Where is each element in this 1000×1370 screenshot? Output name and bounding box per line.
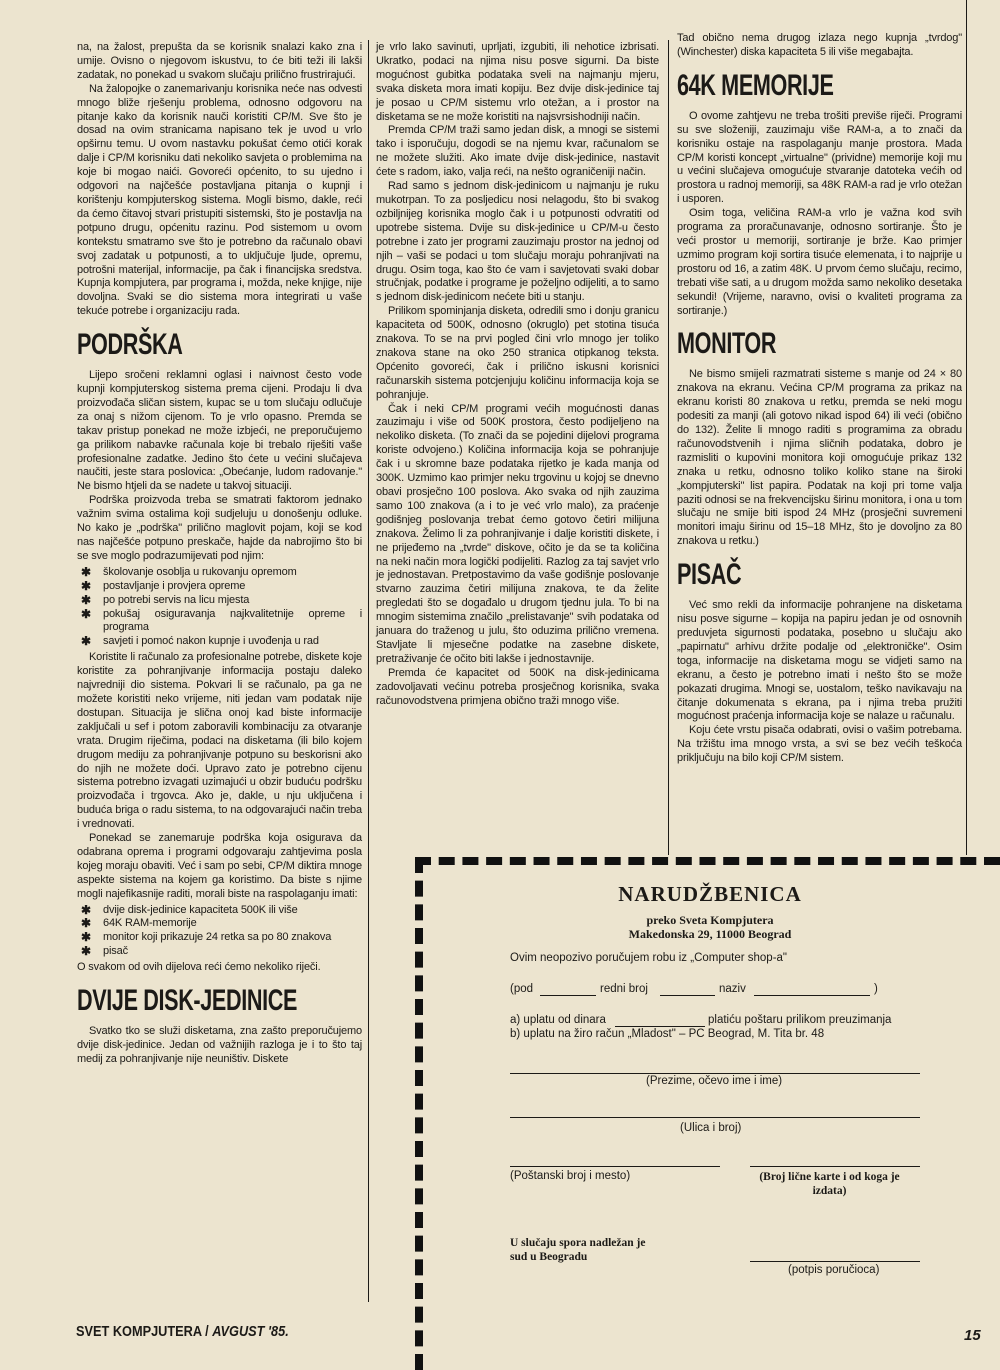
order-form bbox=[440, 882, 980, 941]
support-list bbox=[77, 566, 362, 649]
footer-separator: / bbox=[205, 1323, 213, 1340]
order-form-subtitle: preko Sveta Kompjutera bbox=[646, 913, 774, 927]
col2-paragraph: Rad samo s jednom disk-jedinicom u najmanju je ruku mukotrpan. To za posljedicu nosi nelagodu, što bi svakog ozbiljnijeg korisnika moglo čak i u potpunosti odvratiti od upotrebe sistema. Dvije su disk-jedinice u CP/M-u često potrebne i zato jer programi zauzimaju prostor na jednoj od njih – vaši se podaci u tom slučaju moraju pohranjivati na drugu. Osim toga, kao što će vam i savjetovati svaki dobar stručnjak, podatke i programe je poželjno odijeliti, a to samo s jednom disk-jedinicom nećete biti u stanju. bbox=[376, 180, 659, 304]
list-item: ✱ 64K RAM-memorije bbox=[103, 917, 362, 931]
payment-option-a-tail: platiću poštaru prilikom preuzimanja bbox=[708, 1014, 892, 1026]
column-3 bbox=[677, 32, 962, 766]
heading-monitor: MONITOR bbox=[677, 327, 777, 361]
list-item: ✱ dvije disk-jedinice kapaciteta 500K ili više bbox=[103, 904, 362, 918]
pod-field[interactable] bbox=[540, 995, 596, 996]
list-item: ✱ pokušaj osiguravanja najkvalitetnije opreme i programa bbox=[103, 608, 362, 636]
col2-paragraph: je vrlo lako savinuti, uprljati, izgubiti, ili nehotice izbrisati. Ukratko, podaci na njima nisu posve sigurni. Da biste mogućnost gubitka podataka sveli na najmanju mjeru, svaka disketa mora imati kopiju. Bez dvije disk-jedinice taj je posao u CP/M sistemu vrlo otežan, a i prostor na disketama se ne može koristiti na najsvrsishodniji način. bbox=[376, 41, 659, 123]
naziv-label: naziv bbox=[719, 983, 746, 995]
list-item: ✱ postavljanje i provjera opreme bbox=[103, 580, 362, 594]
signature-label: (potpis poručioca) bbox=[788, 1264, 880, 1276]
col1-paragraph: na, na žalost, prepušta da se korisnik snalazi kako zna i umije. Ovisno o njegovom iskustvu, to će biti teži ili lakši zadatak, no ponekad u svakom slučaju prilično frustrirajući. bbox=[77, 41, 362, 81]
order-form-address: Makedonska 29, 11000 Beograd bbox=[628, 927, 792, 941]
col3-paragraph: Tad obično nema drugog izlaza nego kupnja „tvrdog" (Winchester) diska kapaciteta 5 ili više megabajta. bbox=[677, 32, 962, 58]
column-rule bbox=[368, 40, 369, 1302]
magazine-name: SVET KOMPJUTERA bbox=[76, 1323, 202, 1340]
post-field[interactable] bbox=[510, 1166, 720, 1167]
signature-field[interactable] bbox=[750, 1261, 920, 1262]
order-form-title: NARUDŽBENICA bbox=[618, 882, 802, 906]
heading-podrska: PODRŠKA bbox=[77, 328, 183, 362]
col2-paragraph: Prilikom spominjanja disketa, odredili smo i donju granicu kapaciteta od 500K, odnosno (okruglo) pet stotina tisuća znakova. To se na prvi pogled čini vrlo mnogo jer toliko znakova stane na oko 250 stranica otipkanog teksta. Općenito govoreći, čak i prilično iskusni korisnici računarskih sistema potcjenjuju količinu informacija koja se pohranjuje. bbox=[376, 305, 659, 401]
col1-paragraph: Ponekad se zanemaruje podrška koja osigurava da odabrana oprema i programi odgovaraju zahtjevima posla kojeg moraju obaviti. Već i sam po sebi, CP/M diktira mnoge aspekte sistema na kojem ga koristimo. Da biste s njime mogli najefikasnije raditi, morali biste na raspolaganju imati: bbox=[77, 832, 362, 900]
redni-broj-field[interactable] bbox=[660, 995, 715, 996]
redni-broj-label: redni broj bbox=[600, 983, 648, 995]
naziv-field[interactable] bbox=[754, 995, 870, 996]
col2-paragraph: Premda CP/M traži samo jedan disk, a mnogi se sistemi tako i isporučuju, dogodi se na njemu kvar, računalom se ne možete služiti. Ako imate dvije disk-jedinice, nastavit ćete s radom, iako, valja reći, na nešto ograničeniji način. bbox=[376, 124, 659, 179]
col3-paragraph: O ovome zahtjevu ne treba trošiti previše riječi. Programi su sve složeniji, zauzimaju više RAM-a, a to znači da korisniku ostaje na raspolaganju manje prostora. Mada CP/M koristi koncept „virtualne" (prividne) memorije koji mu u većini slučajeva omogućuje stvaranje datoteka većih od prostora u radnoj memoriji, sa 48K RAM-a rad je vrlo otežan i usporen. bbox=[677, 109, 962, 206]
column-2 bbox=[376, 41, 659, 709]
amount-field[interactable] bbox=[615, 1026, 705, 1027]
column-1 bbox=[77, 41, 362, 1067]
column-rule bbox=[966, 0, 967, 855]
col1-paragraph: O svakom od ovih dijelova reći ćemo nekoliko riječi. bbox=[77, 961, 321, 974]
col1-paragraph: Svatko tko se služi disketama, zna zašto preporučujemo dvije disk-jedinice. Jedan od važnijih razloga je i to što taj medij za pohranjivanje nije neuništiv. Diskete bbox=[77, 1025, 362, 1065]
col1-paragraph: Podrška proizvoda treba se smatrati faktorom jednako važnim svima ostalima koji sudjeluju u donošenju odluke. No kako je „podrška" prilično maglovit pojam, koji se kod nas najčešće potpuno preskače, hajde da nabrojimo što bi se sve moglo podrazumijevati pod njim: bbox=[77, 494, 362, 562]
list-item: ✱ po potrebi servis na licu mjesta bbox=[103, 594, 362, 608]
page-number: 15 bbox=[964, 1327, 981, 1344]
list-item: ✱ monitor koji prikazuje 24 retka sa po 80 znakova bbox=[103, 931, 362, 945]
col2-paragraph: Čak i neki CP/M programi većih mogućnosti danas zauzimaju i više od 500K prostora, često podijeljeno na nekoliko disketa. (To znači da se pojedini dijelovi programa koriste odvojeno.) Količina informacija koja se pohranjuje čak i u skromne baze podataka rijetko je kada manja od 300K. Uzmimo kao primjer neku trgovinu u kojoj se dnevno obavi prosječno 100 poslova. Ako svaka od njih zauzima samo 100 znakova (a i to je već vrlo malo), za praćenje godišnjeg poslovanja trebat ćemo gotovo četiri milijuna znakova. Želimo li za pohranjivanje i dalje koristiti diskete, i ne prijeđemo na „tvrde" diskove, očito je da se ta količina na neki način mora logički podijeliti. Razlog za taj savjet vrlo je jednostavan. Pretpostavimo da vaše godišnje poslovanje stvarno zauzima četiri milijuna znakova, te da želite pregledati što se događalo u drugom tjednu jula. To bi na mnogim sistemima značilo „prelistavanje" svih podataka od januara do traženog u julu, što oduzima prilično vremena. Stavljate li mjesečne podatke na zasebne diskete, pretraživanje će očito biti lakše i jednostavnije. bbox=[376, 402, 659, 665]
col3-paragraph: Osim toga, veličina RAM-a vrlo je važna kod svih programa za proračunavanje, odnosno sortiranje. Što je veći prostor u memoriji, sortiranje je brže. Kao primjer uzmimo program koji sortira tisuće elemenata, i to najprije u prostoru od 16, a zatim 48K. U prvom ćemo slučaju, recimo, trebati više sati, a u drugom možda samo nekoliko desetaka sekundi! (Vrijeme, naravno, ovisi o kvaliteti programa za sortiranje.) bbox=[677, 207, 962, 317]
col2-paragraph: Premda će kapacitet od 500K na disk-jedinicama zadovoljavati većinu potreba prosječnog korisnika, svaka računovodstvena primjena obično traži mnogo više. bbox=[376, 666, 659, 707]
id-card-label: (Broj lične karte i od koga je izdata) bbox=[759, 1171, 900, 1197]
coupon-dashed-border-left bbox=[415, 857, 423, 1370]
col3-paragraph: Ne bismo smijeli razmatrati sisteme s manje od 24 × 80 znakova na ekranu. Većina CP/M programa za prikaz na ekranu koristi 80 znakova u retku, premda se neki mogu podesiti za manji (ali gotovo nikad ispod 64) ili veći (obično do 132). Želite li mnogo raditi s programima za obradu računovodstvenih i njima sličnih podataka, dobro je razmisliti o kupovini monitora koji omogućuje prikaz 132 znaka u retku, odnosno toliko koliko stane na široki „kompjuterski" list papira. Podatak na koji pri tome valja paziti odnosi se na frekvencijsku širinu monitora, i ona u tom slučaju ne smije biti ispod 24 MHz (prosječni suvremeni monitori imaju širinu od 15–18 MHz, što je dovoljno za 80 znakova u retku.) bbox=[677, 368, 962, 548]
list-item: ✱ savjeti i pomoć nakon kupnje i uvođenja u rad bbox=[103, 635, 362, 649]
pod-label: (pod bbox=[510, 983, 534, 995]
coupon-dashed-border-top bbox=[415, 857, 1000, 865]
id-card-field[interactable] bbox=[750, 1166, 920, 1167]
col3-paragraph: Koju ćete vrstu pisača odabrati, ovisi o vašim potrebama. Na tržištu ima mnogo vrsta, a svi se bez većih teškoća priključuju na bilo koji CP/M sistem. bbox=[677, 724, 962, 765]
payment-option-a: a) uplatu od dinara bbox=[510, 1014, 606, 1026]
list-item: ✱ školovanje osoblja u rukovanju opremom bbox=[103, 566, 362, 580]
issue-date: AVGUST '85. bbox=[212, 1323, 289, 1340]
payment-option-b: b) uplatu na žiro račun „Mladost" – PC Beograd, M. Tita br. 48 bbox=[510, 1028, 825, 1040]
col3-paragraph: Već smo rekli da informacije pohranjene na disketama nisu posve sigurne – kopija na papiru jedan je od osnovnih preduvjeta sigurnosti podataka, posebno u slučaju ako „papirnatu" arhivu držite podalje od „elektroničke". Osim toga, informacije na disketama mogu se vidjeti samo na ekranu, a često je potrebno imati i nešto što se može pokazati drugima. Mnogi se, uostalom, teško navikavaju na čitanje dokumenata s ekrana, pa i njima treba pružiti mogućnost praćenja informacija koje se nalaze u računalu. bbox=[677, 599, 962, 723]
street-label: (Ulica i broj) bbox=[680, 1122, 742, 1134]
heading-pisac: PISAČ bbox=[677, 558, 742, 592]
dispute-clause: U slučaju spora nadležan je sud u Beogradu bbox=[510, 1237, 646, 1263]
order-form-intro: Ovim neopozivo poručujem robu iz „Computer shop-a" bbox=[510, 952, 788, 964]
heading-dvije-disk-jedinice: DVIJE DISK-JEDINICE bbox=[77, 984, 298, 1018]
list-item: ✱ pisač bbox=[103, 945, 362, 959]
requirements-list bbox=[77, 904, 362, 960]
post-label: (Poštanski broj i mesto) bbox=[510, 1170, 631, 1182]
name-label: (Prezime, očevo ime i ime) bbox=[646, 1075, 783, 1087]
heading-64k-memorije: 64K MEMORIJE bbox=[677, 68, 834, 102]
col1-paragraph: Lijepo sročeni reklamni oglasi i naivnost često vode kupnji kompjuterskog sistema prema cijeni. Prodaju li dva proizvođača sličan sistem, kupac se u tom slučaju odlučuje za onaj s nižom cijenom. To je vrlo opasno. Premda se takav pristup ponekad ne može izbjeći, ne preporučujemo ga prilikom nabavke računala koje bi trebalo riješiti vaše profesionalne zadatke. Jedino što ćete u većini slučajeva naučiti, jeste stara poslovica: „Obećanje, ludom radovanje." Ne bismo htjeli da se nadete u takvoj situaciji. bbox=[77, 369, 362, 493]
name-field[interactable] bbox=[510, 1073, 920, 1074]
page-footer bbox=[76, 1323, 289, 1340]
close-paren: ) bbox=[874, 983, 878, 995]
column-rule bbox=[668, 40, 669, 855]
col1-paragraph: Na žalopojke o zanemarivanju korisnika neće nas odvesti mnogo bliže rješenju problema, odnosno odgovoru na pitanje kako da korisnik nauči koristiti CP/M. Sve što je dosad na ovim stranicama napisano tek je uvod u vrlo opširnu temu. U ovom nastavku pokušat ćemo otići korak dalje i CP/M korisniku dati nekoliko savjeta o problemima na koje bi mogao naići. Govoreći općenito, to su ujedno i odgovori na najčešće postavljana pitanja o kupnji i korištenju kompjuterskog sistema. Mogli bismo, dakle, reći da ćemo čitavoj stvari pristupiti sistemski, što je postavlja na potpuno drugu, općenitu razinu. Pod sistemom u ovom kontekstu smatramo sve što je potrebno da računalo obavi svoj zadatak u potpunosti, a to uključuje ljude, opremu, potrošni materijal, informacije, pa čak i financijska sredstva. Kupnja kompjutera, par programa i, možda, neke knjige, nije dovoljna. Svaki se dio sistema mora integrirati u vaše tekuće potrebe i organizaciju rada. bbox=[77, 82, 362, 318]
col1-paragraph: Koristite li računalo za profesionalne potrebe, diskete koje koristite za pohranjivanje informacija postaju daleko najvredniji dio sistema. Pokvari li se računalo, pa ga ne možete koristiti neko vrijeme, niti jedan vam podatak nije dostupan. Situacija je slična onoj kad biste informacije zaključali u sef i potom zaboravili kombinaciju za otvaranje vrata. Drugim riječima, podaci na disketama (ili bilo kojem drugom mediju za pohranjivanje potpuno su beskorisni ako do njih ne možete doći. Upravo zato je potrebno cijenu sistema potrebno izvagati uzimajući u obzir buduću podršku proizvođača i trgovca. Ako je, dakle, u nju uključena i buduća briga o radu sistema, to na odgovarajući način treba i vrednovati. bbox=[77, 651, 362, 831]
street-field[interactable] bbox=[510, 1117, 920, 1118]
